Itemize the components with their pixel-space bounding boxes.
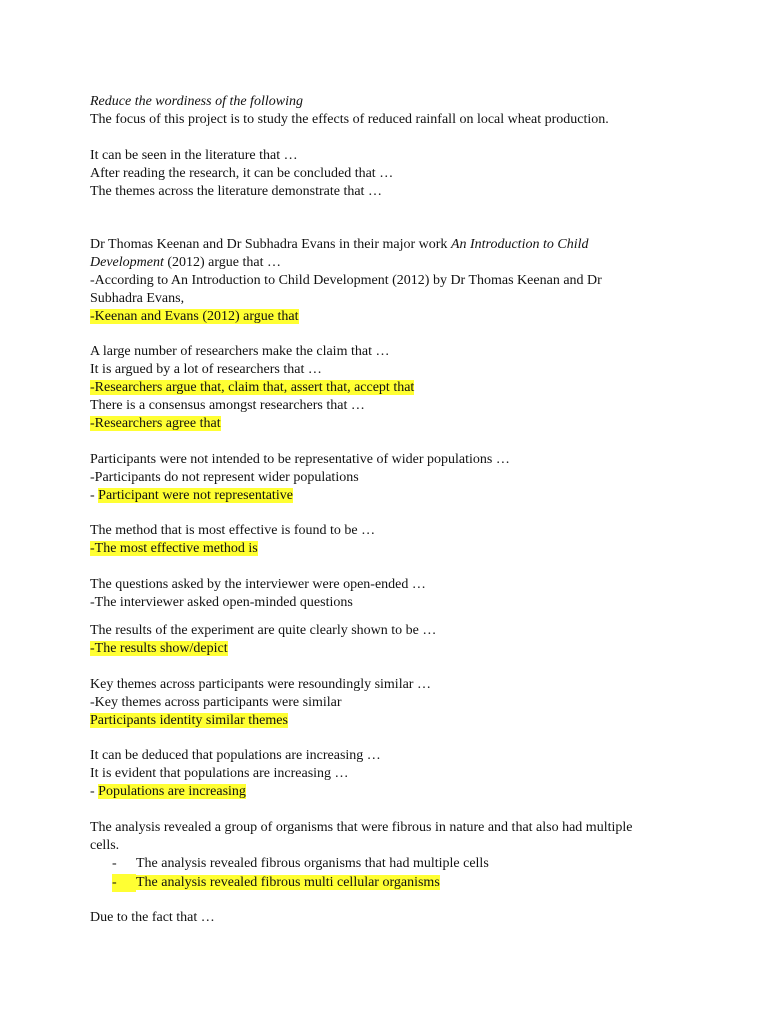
themes-line-3 — [90, 712, 288, 730]
highlighted-answer: -The results show/depict — [90, 641, 228, 656]
populations-line-1: It can be deduced that populations are increasing … — [90, 748, 381, 763]
highlighted-answer: The analysis revealed fibrous multi cellular organisms — [136, 875, 440, 890]
method-line-1: The method that is most effective is found to be … — [90, 523, 376, 538]
populations-line-3 — [90, 783, 246, 801]
researchers-line-1: A large number of researchers make the claim that … — [90, 344, 390, 359]
literature-line-2: After reading the research, it can be concluded that … — [90, 166, 394, 181]
bullet-dash: - — [112, 856, 117, 871]
keenan-revision-line-2: Subhadra Evans, — [90, 291, 185, 306]
results-line-1: The results of the experiment are quite clearly shown to be … — [90, 623, 437, 638]
keenan-final-line — [90, 308, 299, 326]
highlighted-answer: Participants identity similar themes — [90, 713, 288, 728]
keenan-original-line-1 — [90, 236, 588, 254]
themes-line-1: Key themes across participants were resoundingly similar … — [90, 677, 431, 692]
keenan-revision-line-1: -According to An Introduction to Child Development (2012) by Dr Thomas Keenan and Dr — [90, 273, 602, 288]
researchers-line-4: There is a consensus amongst researchers that … — [90, 398, 365, 413]
method-line-2 — [90, 540, 258, 558]
keenan-original-line-2 — [90, 254, 281, 272]
book-title-part-1: An Introduction to Child — [450, 237, 589, 252]
keenan-original-suffix: (2012) argue that … — [163, 255, 282, 270]
highlighted-answer: -Researchers argue that, claim that, assert that, accept that — [90, 380, 415, 395]
highlighted-answer: Participant were not representative — [98, 488, 293, 503]
instruction-heading: Reduce the wordiness of the following — [90, 94, 303, 109]
literature-line-1: It can be seen in the literature that … — [90, 148, 298, 163]
researchers-line-2: It is argued by a lot of researchers that … — [90, 362, 322, 377]
questions-line-1: The questions asked by the interviewer were open-ended … — [90, 577, 426, 592]
dash-marker: - — [90, 784, 99, 799]
questions-line-2: -The interviewer asked open-minded questions — [90, 595, 353, 610]
analysis-bullet-2 — [136, 874, 440, 892]
researchers-line-3 — [90, 379, 414, 397]
highlighted-answer: Populations are increasing — [98, 784, 246, 799]
keenan-original-prefix: Dr Thomas Keenan and Dr Subhadra Evans in their major work — [90, 237, 451, 252]
participants-line-1: Participants were not intended to be representative of wider populations … — [90, 452, 510, 467]
bullet-dash: - — [112, 874, 136, 892]
due-to-line: Due to the fact that … — [90, 910, 215, 925]
dash-marker: - — [90, 488, 99, 503]
results-line-2 — [90, 640, 228, 658]
participants-line-3 — [90, 487, 293, 505]
analysis-bullet-1: The analysis revealed fibrous organisms that had multiple cells — [136, 856, 489, 871]
book-title-part-2: Development — [90, 255, 164, 270]
themes-line-2: -Key themes across participants were similar — [90, 695, 342, 710]
participants-line-2: -Participants do not represent wider populations — [90, 470, 359, 485]
researchers-line-5 — [90, 415, 221, 433]
highlighted-answer: -Keenan and Evans (2012) argue that — [90, 309, 299, 324]
populations-line-2: It is evident that populations are increasing … — [90, 766, 349, 781]
analysis-line-1: The analysis revealed a group of organisms that were fibrous in nature and that also had multiple — [90, 820, 633, 835]
analysis-line-1-continued: cells. — [90, 838, 120, 853]
highlighted-answer: -The most effective method is — [90, 541, 258, 556]
focus-sentence: The focus of this project is to study the effects of reduced rainfall on local wheat production. — [90, 112, 609, 127]
highlighted-answer: -Researchers agree that — [90, 416, 221, 431]
literature-line-3: The themes across the literature demonstrate that … — [90, 184, 382, 199]
